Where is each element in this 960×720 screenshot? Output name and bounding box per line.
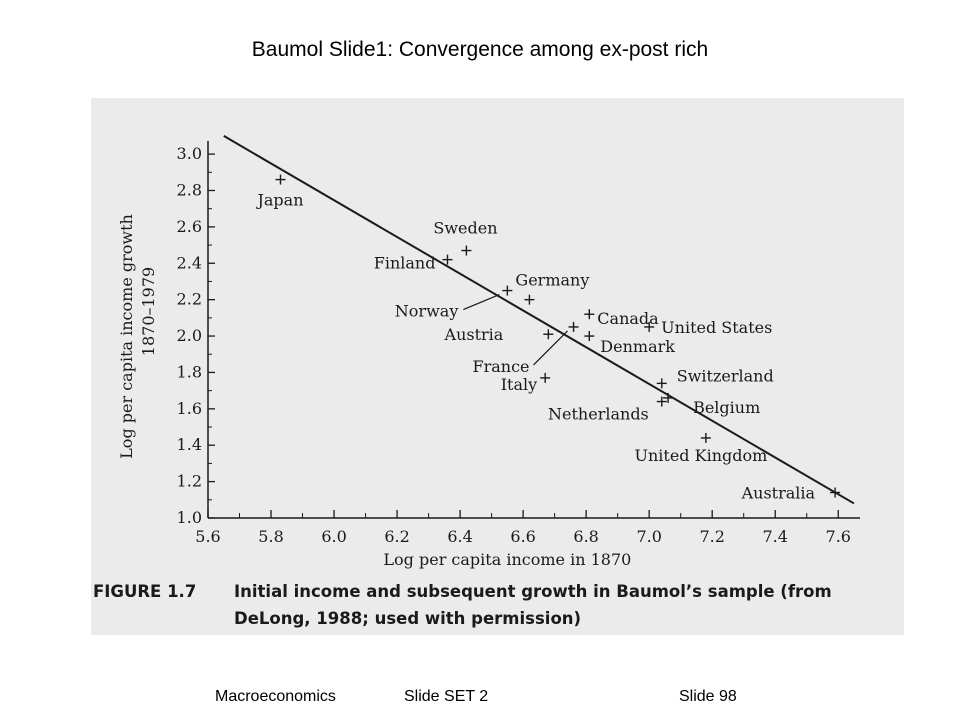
x-tick-label: 6.2 bbox=[384, 527, 410, 546]
country-label: France bbox=[472, 356, 530, 376]
country-label: Belgium bbox=[693, 397, 761, 417]
country-label: Australia bbox=[741, 483, 816, 503]
data-point bbox=[543, 329, 553, 339]
data-point bbox=[584, 331, 594, 341]
y-axis bbox=[177, 141, 215, 527]
x-axis-title: Log per capita income in 1870 bbox=[383, 550, 632, 569]
y-tick-label: 3.0 bbox=[176, 144, 202, 164]
x-tick-label: 6.4 bbox=[447, 527, 473, 546]
country-label: Sweden bbox=[433, 218, 498, 238]
data-point bbox=[657, 378, 667, 388]
y-axis-subtitle: 1870–1979 bbox=[139, 266, 158, 357]
country-label: United States bbox=[661, 317, 773, 337]
x-tick-label: 6.6 bbox=[510, 527, 536, 546]
y-tick-label: 1.8 bbox=[176, 362, 202, 382]
figure-number: FIGURE 1.7 bbox=[93, 582, 197, 601]
y-tick-label: 2.6 bbox=[176, 216, 202, 236]
y-tick-label: 2.0 bbox=[176, 326, 202, 346]
country-label: Canada bbox=[597, 309, 659, 329]
country-labels bbox=[255, 191, 815, 503]
country-label: Germany bbox=[515, 270, 590, 290]
data-point bbox=[442, 255, 452, 265]
data-point bbox=[584, 309, 594, 319]
footer-slide-number: Slide 98 bbox=[679, 688, 737, 705]
country-label: Norway bbox=[394, 301, 459, 321]
y-tick-label: 2.8 bbox=[176, 180, 202, 200]
data-point bbox=[830, 488, 840, 498]
data-point bbox=[275, 175, 285, 185]
country-label: Netherlands bbox=[548, 404, 649, 424]
scatter-chart bbox=[91, 98, 904, 635]
y-tick-label: 1.6 bbox=[176, 398, 202, 418]
caption-line-2: DeLong, 1988; used with permission) bbox=[234, 609, 582, 628]
data-point bbox=[461, 246, 471, 256]
country-label: Japan bbox=[257, 190, 304, 210]
data-point bbox=[502, 286, 512, 296]
norway-leader bbox=[463, 295, 499, 310]
scanned-figure bbox=[91, 98, 904, 635]
x-tick-label: 5.6 bbox=[195, 527, 221, 546]
country-label: Switzerland bbox=[676, 366, 774, 386]
country-label: Italy bbox=[500, 374, 538, 394]
x-tick-label: 7.0 bbox=[636, 527, 662, 546]
country-label: Denmark bbox=[600, 337, 675, 357]
x-axis bbox=[195, 510, 860, 546]
y-tick-label: 1.2 bbox=[176, 471, 202, 491]
footer-course: Macroeconomics bbox=[215, 688, 336, 705]
x-tick-label: 6.0 bbox=[321, 527, 347, 546]
x-tick-label: 7.2 bbox=[699, 527, 725, 546]
data-point bbox=[701, 433, 711, 443]
y-tick-label: 1.0 bbox=[176, 508, 202, 527]
data-point bbox=[524, 295, 534, 305]
x-tick-label: 7.6 bbox=[825, 527, 851, 546]
country-label: Finland bbox=[373, 253, 436, 273]
y-tick-label: 1.4 bbox=[176, 435, 202, 455]
footer-slide-set: Slide SET 2 bbox=[404, 688, 489, 705]
x-tick-label: 5.8 bbox=[258, 527, 284, 546]
x-tick-label: 6.8 bbox=[573, 527, 599, 546]
caption-line-1: Initial income and subsequent growth in Baumol’s sample (from bbox=[234, 582, 832, 601]
y-axis-title: Log per capita income growth bbox=[117, 214, 136, 459]
country-label: Austria bbox=[444, 325, 504, 345]
y-tick-label: 2.2 bbox=[176, 289, 202, 309]
x-tick-label: 7.4 bbox=[762, 527, 788, 546]
data-point bbox=[540, 373, 550, 383]
data-point bbox=[569, 322, 579, 332]
country-label: United Kingdom bbox=[634, 445, 768, 465]
france-leader bbox=[534, 331, 568, 365]
slide-title: Baumol Slide1: Convergence among ex-post rich bbox=[251, 38, 709, 61]
y-tick-label: 2.4 bbox=[176, 253, 202, 273]
